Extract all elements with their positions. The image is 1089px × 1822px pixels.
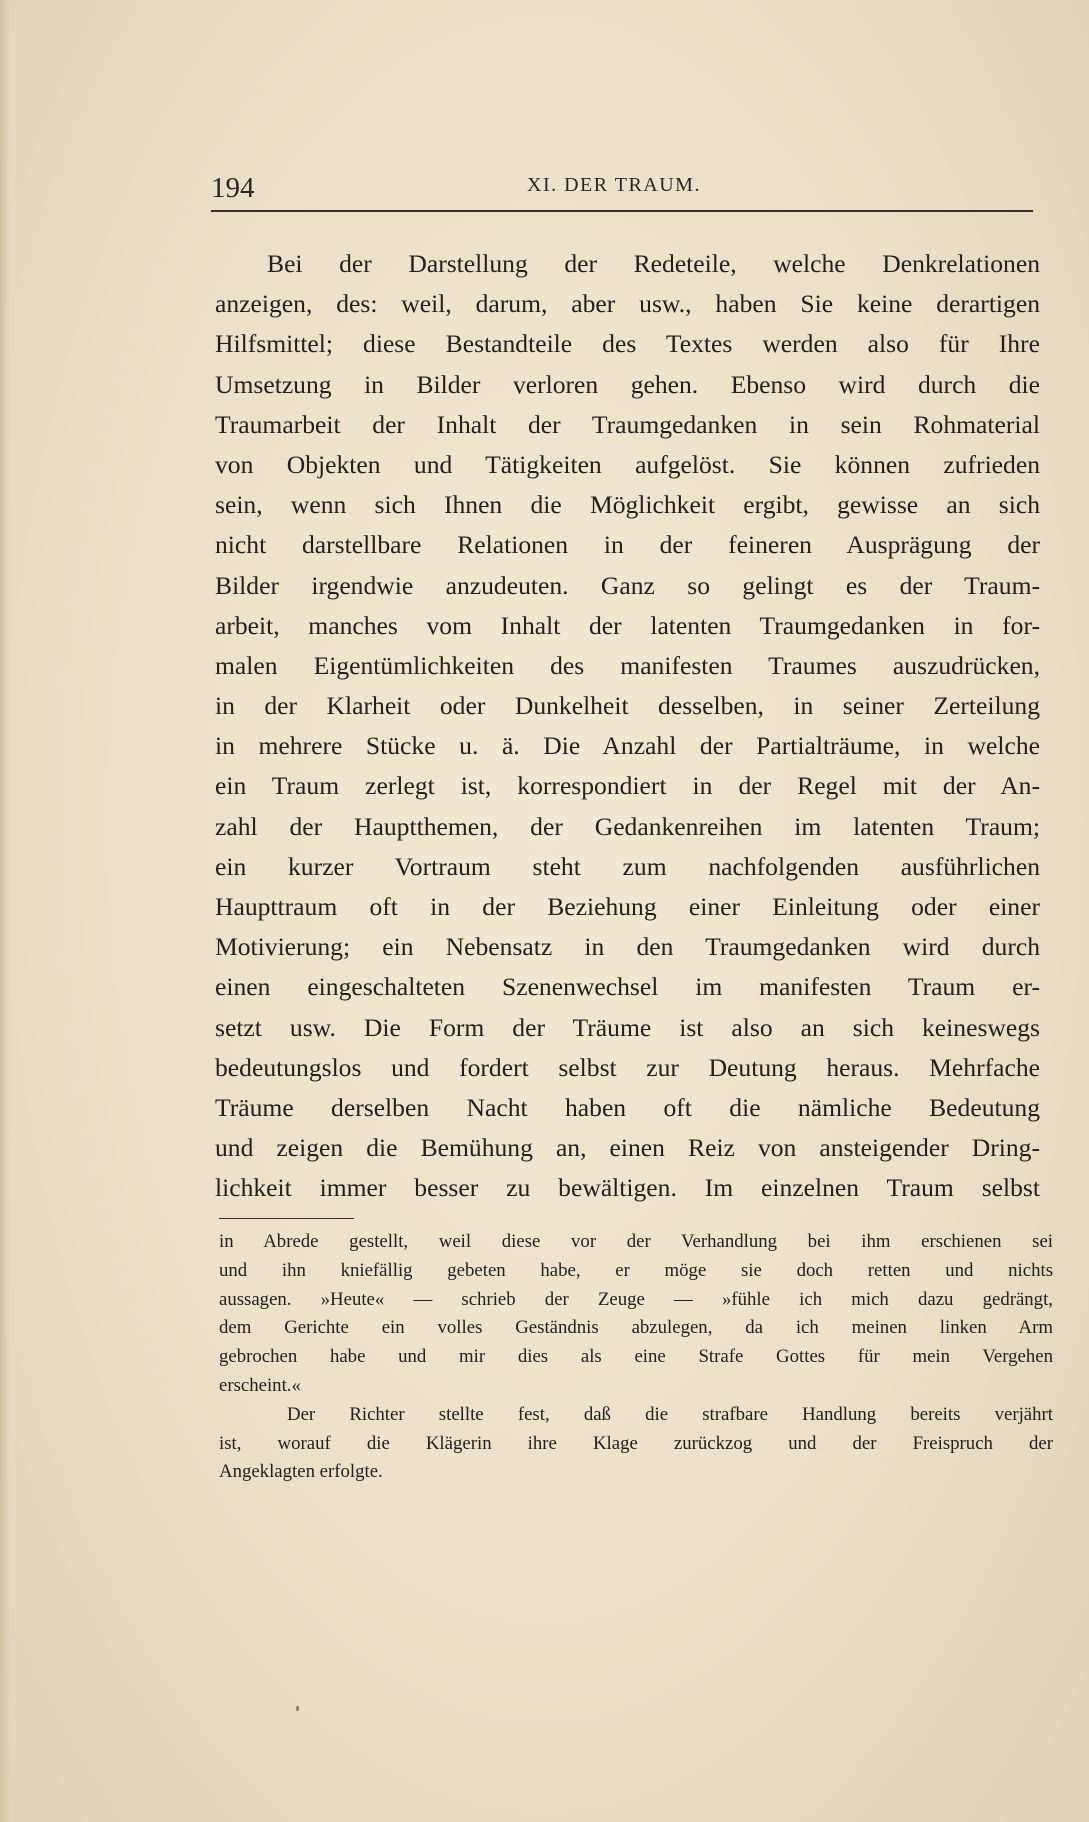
text-line: Hilfsmittel; diese Bestandteile des Textes werden also für Ihre bbox=[215, 329, 1040, 359]
text-line: anzeigen, des: weil, darum, aber usw., haben Sie keine derartigen bbox=[215, 289, 1040, 319]
text-line: sein, wenn sich Ihnen die Möglichkeit ergibt, gewisse an sich bbox=[215, 490, 1040, 520]
page-header bbox=[211, 170, 1033, 212]
page-number: 194 bbox=[211, 172, 255, 204]
footnote-line: ist, worauf die Klägerin ihre Klage zurückzog und der Freispruch der bbox=[219, 1432, 1053, 1454]
text-line: Traumarbeit der Inhalt der Traumgedanken in sein Rohmaterial bbox=[215, 409, 1040, 439]
text-line: Bei der Darstellung der Redeteile, welche Denkrelationen bbox=[267, 249, 1040, 278]
text-line: in der Klarheit oder Dunkelheit desselben, in seiner Zerteilung bbox=[215, 691, 1040, 721]
paper-speck bbox=[296, 1706, 299, 1711]
footnote-line: und ihn kniefällig gebeten habe, er möge sie doch retten und nichts bbox=[219, 1259, 1053, 1281]
footnote-line: dem Gerichte ein volles Geständnis abzulegen, da ich meinen linken Arm bbox=[219, 1317, 1053, 1339]
text-line: und zeigen die Bemühung an, einen Reiz von ansteigender Dring- bbox=[215, 1133, 1040, 1163]
text-line: Umsetzung in Bilder verloren gehen. Ebenso wird durch die bbox=[215, 369, 1040, 399]
footnote-line: in Abrede gestellt, weil diese vor der Verhandlung bei ihm erschienen sei bbox=[219, 1231, 1053, 1252]
footnote-line: aussagen. »Heute« — schrieb der Zeuge — »fühle ich mich dazu gedrängt, bbox=[219, 1288, 1053, 1310]
text-line: in mehrere Stücke u. ä. Die Anzahl der Partialträume, in welche bbox=[215, 731, 1040, 761]
text-line: einen eingeschalteten Szenenwechsel im manifesten Traum er- bbox=[215, 972, 1040, 1002]
footnote-line: erscheint.« bbox=[219, 1374, 301, 1396]
text-line: bedeutungslos und fordert selbst zur Deutung heraus. Mehrfache bbox=[215, 1052, 1040, 1082]
text-line: malen Eigentümlichkeiten des manifesten Traumes auszudrücken, bbox=[215, 650, 1040, 680]
text-line: lichkeit immer besser zu bewältigen. Im einzelnen Traum selbst bbox=[215, 1173, 1040, 1203]
footnote-line: Der Richter stellte fest, daß die strafbare Handlung bereits verjährt bbox=[287, 1403, 1053, 1425]
text-line: arbeit, manches vom Inhalt der latenten Traumgedanken in for- bbox=[215, 610, 1040, 640]
text-line: Haupttraum oft in der Beziehung einer Einleitung oder einer bbox=[215, 892, 1040, 921]
text-line: Bilder irgendwie anzudeuten. Ganz so gelingt es der Traum- bbox=[215, 570, 1040, 600]
footnote-rule bbox=[219, 1218, 354, 1219]
header-rule bbox=[211, 210, 1033, 212]
text-line: von Objekten und Tätigkeiten aufgelöst. Sie können zufrieden bbox=[215, 449, 1040, 479]
text-line: ein Traum zerlegt ist, korrespondiert in der Regel mit der An- bbox=[215, 771, 1040, 801]
text-line: Träume derselben Nacht haben oft die nämliche Bedeutung bbox=[215, 1092, 1040, 1122]
text-line: zahl der Hauptthemen, der Gedankenreihen im latenten Traum; bbox=[215, 811, 1040, 841]
text-line: nicht darstellbare Relationen in der feineren Ausprägung der bbox=[215, 530, 1040, 560]
text-line: ein kurzer Vortraum steht zum nachfolgenden ausführlichen bbox=[215, 851, 1040, 881]
footnote-line: gebrochen habe und mir dies als eine Strafe Gottes für mein Vergehen bbox=[219, 1346, 1053, 1368]
main-text bbox=[215, 244, 1040, 1209]
running-head: XI. DER TRAUM. bbox=[527, 174, 701, 196]
footnote-block bbox=[219, 1228, 1053, 1487]
text-line: Motivierung; ein Nebensatz in den Traumgedanken wird durch bbox=[215, 932, 1040, 962]
footnote-line: Angeklagten erfolgte. bbox=[219, 1461, 383, 1483]
text-line: setzt usw. Die Form der Träume ist also an sich keineswegs bbox=[215, 1012, 1040, 1042]
